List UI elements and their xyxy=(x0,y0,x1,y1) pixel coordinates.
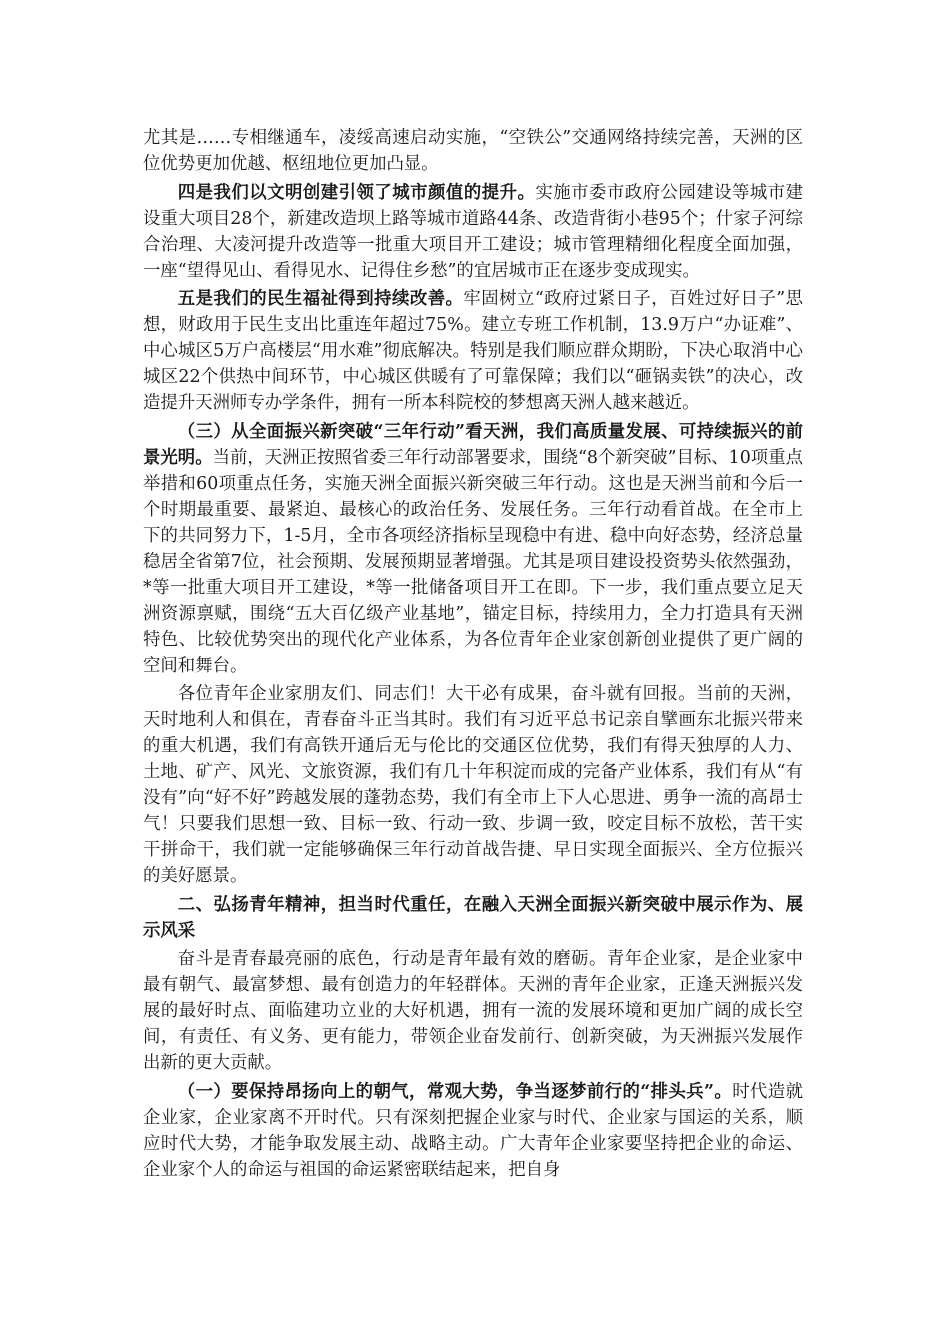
section-heading-text: 二、弘扬青年精神，担当时代重任，在融入天洲全面振兴新突破中展示作为、展示风采 xyxy=(143,894,803,941)
paragraph-keep-spirit xyxy=(143,1079,803,1183)
paragraph-text: 当前，天洲正按照省委三年行动部署要求，围绕“8个新突破”目标、10项重点举措和60项重点任务，实施天洲全面振兴新突破三年行动。这也是天洲当前和今后一个时期最重要、最紧迫、最核心的政治任务、发展任务。三年行动看首战。在全市上下的共同努力下，1-5月，全市各项经济指标呈现稳中有进、稳中向好态势，经济总量稳居全省第7位，社会预期、发展预期显著增强。尤其是项目建设投资势头依然强劲，*等一批重大项目开工建设，*等一批储备项目开工在即。下一步，我们重点要立足天洲资源禀赋，围绕“五大百亿级产业基地”，锚定目标，持续用力，全力打造具有天洲特色、比较优势突出的现代化产业体系，为各位青年企业家创新创业提供了更广阔的空间和舞台。 xyxy=(143,447,803,676)
paragraph-livelihood xyxy=(143,286,803,416)
paragraph-text: 时代造就企业家，企业家离不开时代。只有深刻把握企业家与时代、企业家与国运的关系，顺应时代大势，才能争取发展主动、战略主动。广大青年企业家要坚持把企业的命运、企业家个人的命运与祖国的命运紧密联结起来，把自身 xyxy=(143,1081,803,1180)
paragraph-lead: （三）从全面振兴新突破“三年行动”看天洲，我们高质量发展、可持续振兴的前景光明。 xyxy=(143,421,803,468)
paragraph-address-entrepreneurs xyxy=(143,681,803,889)
document-page xyxy=(143,125,803,1185)
paragraph-text: 奋斗是青春最亮丽的底色，行动是青年最有效的磨砺。青年企业家，是企业家中最有朝气、最富梦想、最有创造力的年轻群体。天洲的青年企业家，正逢天洲振兴发展的最好时点、面临建功立业的大好机遇，拥有一流的发展环境和更加广阔的成长空间，有责任、有义务、更有能力，带领企业奋发前行、创新突破，为天洲振兴发展作出新的更大贡献。 xyxy=(143,949,803,1073)
paragraph-text: 尤其是……专相继通车，凌绥高速启动实施，“空铁公”交通网络持续完善，天洲的区位优势更加优越、枢纽地位更加凸显。 xyxy=(143,128,803,174)
section-heading-two xyxy=(143,892,803,944)
paragraph-lead: 五是我们的民生福祉得到持续改善。 xyxy=(177,289,464,309)
paragraph-lead: （一）要保持昂扬向上的朝气，常观大势，争当逐梦前行的“排头兵”。 xyxy=(177,1081,733,1102)
paragraph-text: 实施市委市政府公园建设等城市建设重大项目28个，新建改造坝上路等城市道路44条、改造背街小巷95个；什家子河综合治理、大凌河提升改造等一批重大项目开工建设；城市管理精细化程度全面加强，一座“望得见山、看得见水、记得住乡愁”的宜居城市正在逐步变成现实。 xyxy=(143,182,803,281)
paragraph-youth-struggle xyxy=(143,946,803,1076)
paragraph-lead: 四是我们以文明创建引领了城市颜值的提升。 xyxy=(177,182,536,203)
paragraph-three-year-action xyxy=(143,419,803,679)
paragraph-text: 各位青年企业家朋友们、同志们！大干必有成果，奋斗就有回报。当前的天洲，天时地利人和俱在，青春奋斗正当其时。我们有习近平总书记亲自擘画东北振兴带来的重大机遇，我们有高铁开通后无与伦比的交通区位优势，我们有得天独厚的人力、土地、矿产、风光、文旅资源，我们有几十年积淀而成的完备产业体系，我们有从“有没有”向“好不好”跨越发展的蓬勃态势，我们有全市上下人心思进、勇争一流的高昂士气！只要我们思想一致、目标一致、行动一致、步调一致，咬定目标不放松，苦干实干拼命干，我们就一定能够确保三年行动首战告捷、早日实现全面振兴、全方位振兴的美好愿景。 xyxy=(143,684,803,886)
paragraph-city-appearance xyxy=(143,180,803,284)
paragraph-text: 牢固树立“政府过紧日子，百姓过好日子”思想，财政用于民生支出比重连年超过75%。建立专班工作机制，13.9万户“办证难”、中心城区5万户高楼层“用水难”彻底解决。特别是我们顺应群众期盼，下决心取消中心城区22个供热中间环节，中心城区供暖有了可靠保障；我们以“砸锅卖铁”的决心，改造提升天洲师专办学条件，拥有一所本科院校的梦想离天洲人越来越近。 xyxy=(143,289,803,413)
paragraph-transport xyxy=(143,125,803,177)
